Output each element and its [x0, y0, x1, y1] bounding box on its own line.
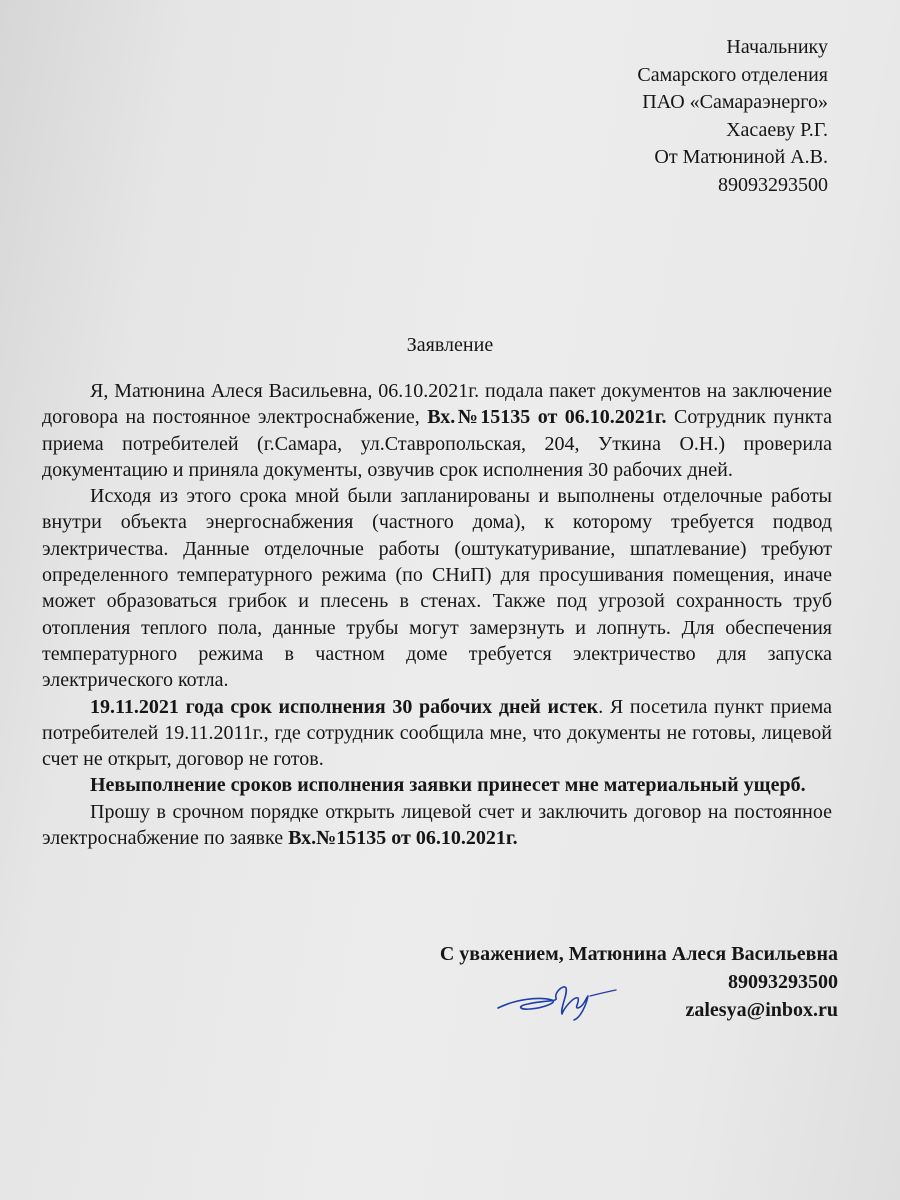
document-title: Заявление — [406, 334, 494, 356]
addressee-block — [637, 34, 828, 199]
handwritten-signature — [494, 978, 620, 1022]
paragraph-request — [42, 799, 832, 852]
reference-number: Вх.№15135 от 06.10.2021г. — [288, 827, 518, 850]
closing-phone: 89093293500 — [728, 971, 838, 993]
paragraph-application — [42, 378, 832, 483]
paragraph-text: . Я посетила пункт приема потребителей 19.11.2011г., где сотрудник сообщила мне, что документы не готовы, лицевой счет не открыт, договор не готов. — [42, 695, 832, 771]
addressee-line: Самарского отделения — [637, 63, 828, 86]
addressee-line: Начальнику — [726, 36, 828, 58]
paragraph-text: Сотрудник пункта приема потребителей (г.Самара, ул.Ставропольская, 204, Уткина О.Н.) проверила документацию и приняла документы, озвучив срок исполнения 30 рабочих дней. — [42, 406, 832, 481]
addressee-line: Хасаеву Р.Г. — [726, 118, 828, 141]
paragraph-text: Я, Матюнина Алеся Васильевна, 06.10.2021г. подала пакет документов на заключение договора на постоянное электроснабжение, — [42, 380, 832, 429]
letter-body — [42, 378, 832, 851]
signature-stroke — [498, 987, 588, 1020]
signature-stroke — [590, 990, 616, 996]
closing-regards: С уважением, Матюнина Алеся Васильевна — [439, 943, 838, 965]
closing-email: zalesya@inbox.ru — [685, 999, 838, 1021]
paragraph-works: Исходя из этого срока мной были запланированы и выполнены отделочные работы внутри объекта энергоснабжения (частного дома), к которому требуется подвод электричества. Данные отделочные работы (оштукатуривание, шпатлевание) требуют определенного температурного режима (по СНиП) для просушивания помещения, иначе может образоваться грибок и плесень в стенах. Также под угрозой сохранность труб отопления теплого пола, данные трубы могут замерзнуть и лопнуть. Для обеспечения температурного режима в частном доме требуется электричество для запуска электрического котла. — [42, 485, 832, 692]
deadline-statement: 19.11.2021 года срок исполнения 30 рабочих дней истек — [90, 695, 599, 718]
paragraph-text: Прошу в срочном порядке открыть лицевой счет и заключить договор на постоянное электроснабжение по заявке — [42, 800, 832, 850]
addressee-line: От Матюниной А.В. — [654, 146, 828, 168]
damage-statement: Невыполнение сроков исполнения заявки принесет мне материальный ущерб. — [90, 774, 806, 797]
paragraph-deadline — [42, 694, 832, 773]
addressee-line: ПАО «Самараэнерго» — [642, 91, 828, 113]
reference-number: Вх.№15135 от 06.10.2021г. — [427, 406, 667, 429]
paragraph-damage — [42, 772, 832, 798]
addressee-phone: 89093293500 — [718, 173, 828, 196]
